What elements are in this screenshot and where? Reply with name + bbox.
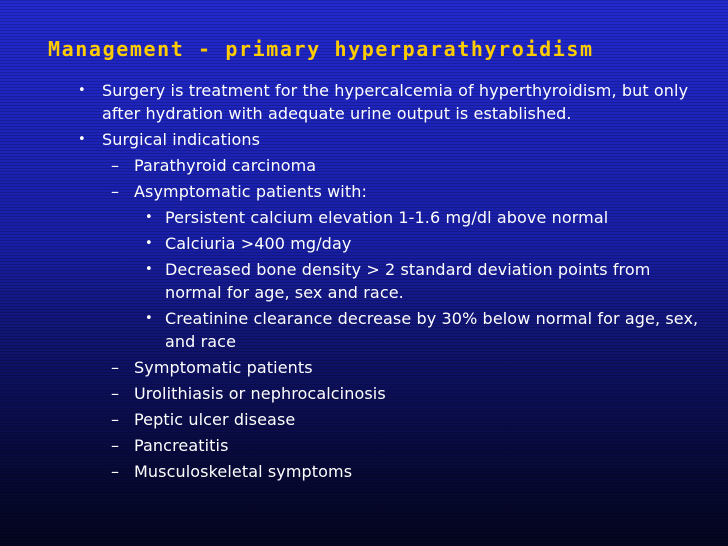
- subbullet-musculoskeletal-symptoms: [0, 460, 728, 483]
- nested-bullet-calciuria: [0, 232, 728, 255]
- bullet-surgical-indications: [0, 128, 728, 151]
- bullet-marker: •: [145, 236, 153, 251]
- subbullet-symptomatic-patients: [0, 356, 728, 379]
- dash-marker: –: [111, 462, 119, 481]
- subbullet-urolithiasis: [0, 382, 728, 405]
- bullet-text-surgery-treatment: Surgery is treatment for the hypercalcemia of hyperthyroidism, but only after hydration with adequate urine output is established.: [102, 81, 689, 123]
- subbullet-asymptomatic-patients: [0, 180, 728, 203]
- bullet-marker: •: [145, 262, 153, 277]
- subbullet-text-parathyroid-carcinoma: Parathyroid carcinoma: [134, 156, 317, 175]
- subbullet-text-pancreatitis: Pancreatitis: [134, 436, 229, 455]
- nested-bullet-text-creatinine-clearance: Creatinine clearance decrease by 30% below normal for age, sex, and race: [165, 309, 699, 351]
- dash-marker: –: [111, 182, 119, 201]
- subbullet-text-symptomatic-patients: Symptomatic patients: [134, 358, 313, 377]
- subbullet-parathyroid-carcinoma: [0, 154, 728, 177]
- nested-bullet-text-bone-density: Decreased bone density > 2 standard deviation points from normal for age, sex and race.: [165, 260, 651, 302]
- nested-bullet-bone-density: [0, 258, 728, 304]
- dash-marker: –: [111, 156, 119, 175]
- nested-bullet-creatinine-clearance: [0, 307, 728, 353]
- nested-bullet-calcium-elevation: [0, 206, 728, 229]
- slide-body: [0, 79, 728, 486]
- subbullet-text-peptic-ulcer-disease: Peptic ulcer disease: [134, 410, 296, 429]
- nested-bullet-text-calcium-elevation: Persistent calcium elevation 1-1.6 mg/dl above normal: [165, 208, 609, 227]
- nested-bullet-text-calciuria: Calciuria >400 mg/day: [165, 234, 352, 253]
- bullet-marker: •: [78, 83, 86, 98]
- dash-marker: –: [111, 410, 119, 429]
- subbullet-text-asymptomatic-patients: Asymptomatic patients with:: [134, 182, 367, 201]
- subbullet-peptic-ulcer-disease: [0, 408, 728, 431]
- subbullet-text-urolithiasis: Urolithiasis or nephrocalcinosis: [134, 384, 386, 403]
- dash-marker: –: [111, 384, 119, 403]
- bullet-marker: •: [145, 210, 153, 225]
- bullet-text-surgical-indications: Surgical indications: [102, 130, 261, 149]
- subbullet-pancreatitis: [0, 434, 728, 457]
- bullet-marker: •: [145, 311, 153, 326]
- dash-marker: –: [111, 358, 119, 377]
- slide-title: Management - primary hyperparathyroidism: [48, 37, 594, 61]
- bullet-marker: •: [78, 132, 86, 147]
- dash-marker: –: [111, 436, 119, 455]
- bullet-surgery-treatment: [0, 79, 728, 125]
- subbullet-text-musculoskeletal-symptoms: Musculoskeletal symptoms: [134, 462, 353, 481]
